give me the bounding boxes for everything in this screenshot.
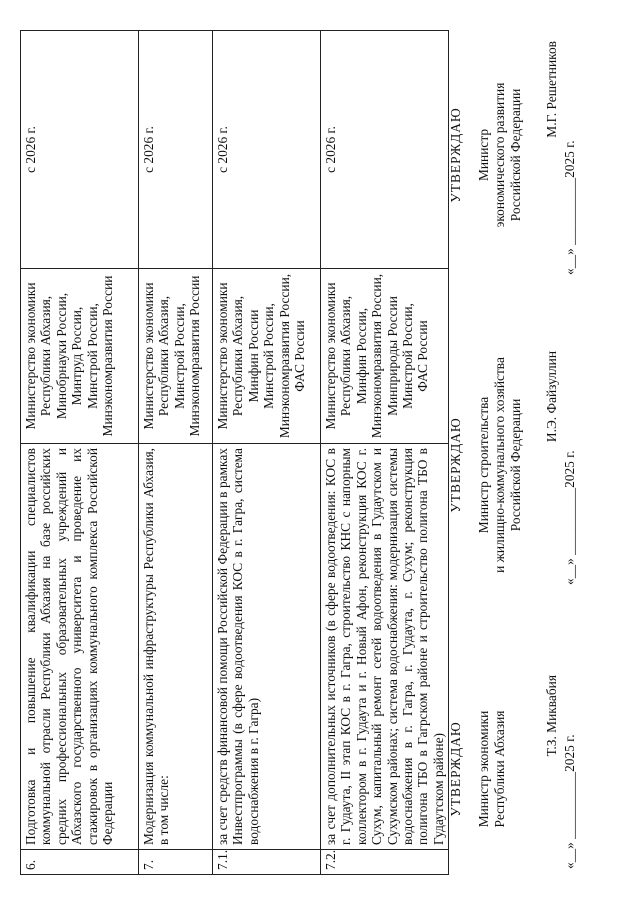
executor-line: ФАС России — [415, 320, 431, 392]
row-number: 7.1. — [213, 850, 321, 875]
approval-date: «__» __________2025 г. — [562, 734, 577, 869]
row-term: с 2026 г. — [21, 31, 139, 269]
row-executors — [213, 269, 321, 444]
approver-title-line: Российской Федерации — [508, 88, 523, 222]
row-number: 7. — [139, 850, 213, 875]
approver-title-line: Министр строительства — [476, 396, 491, 534]
executor-line: Министерство экономики — [323, 282, 338, 430]
executor-line: Минэкономразвития России — [100, 275, 116, 437]
executor-line: Минстрой России, — [400, 303, 416, 409]
approver-title-line: Российской Федерации — [508, 398, 523, 532]
row-number: 7.2. — [321, 850, 449, 875]
approval-heading: УТВЕРЖДАЮ — [448, 107, 463, 203]
executor-line: ФАС России — [292, 320, 308, 392]
executor-line: Республики Абхазия, — [38, 295, 54, 417]
executor-line: Минобрнауки России, — [53, 292, 69, 420]
row-number: 6. — [21, 850, 139, 875]
executor-line: Минфин России — [245, 309, 261, 403]
executor-line: Минстрой России, — [261, 303, 277, 409]
row-description: Подготовка и повышение квалификации специалистов коммунальной отрасли Республики Абхазия на базе российских средних профессиональных образовательных учреждений и Абхазского государственного университета и проведение их стажировок в организациях коммунального комплекса Российской Федерации — [21, 444, 139, 850]
table-row — [213, 31, 321, 875]
executor-line: Минэкономразвития России — [187, 275, 203, 437]
executor-line: Министерство экономики — [215, 282, 230, 430]
approval-block-abkhazia-economy — [448, 669, 578, 869]
executor-line: Минстрой России, — [171, 303, 187, 409]
executor-line: Республики Абхазия, — [338, 295, 354, 417]
executor-line: Минприроды России — [384, 296, 400, 416]
executor-line: Республики Абхазия, — [156, 295, 172, 417]
approval-signatures — [448, 30, 623, 875]
approver-name: М.Г. Решетников — [544, 41, 559, 138]
approval-date: «__» __________2025 г. — [562, 450, 577, 585]
row-executors — [321, 269, 449, 444]
executor-line: Республики Абхазия, — [230, 295, 246, 417]
approver-title-line: Министр — [476, 128, 491, 182]
row-term: с 2026 г. — [321, 31, 449, 269]
row-executors — [139, 269, 213, 444]
executor-line: Минфин России, — [353, 307, 369, 405]
approver-title-line: и жилищно-коммунального хозяйства — [492, 357, 507, 573]
row-term: с 2026 г. — [213, 31, 321, 269]
executor-line: Министерство экономики — [141, 282, 156, 430]
row-description: за счет средств финансовой помощи Российской Федерации в рамках Инвестпрограммы (в сфере водоотведения КОС в г. Гагра, система водоснабжения в г. Гагра) — [213, 444, 321, 850]
executor-line: Министерство экономики — [23, 282, 38, 430]
approver-title-line: экономического развития — [492, 82, 507, 228]
approval-block-minstroy — [448, 345, 578, 585]
executor-line: Минтруд России, — [69, 306, 85, 406]
executor-line: Минэкономразвития России, — [369, 273, 385, 439]
executor-line: Минстрой России, — [84, 303, 100, 409]
approver-title-line: Министр экономики — [476, 710, 491, 828]
approval-heading: УТВЕРЖДАЮ — [448, 417, 463, 513]
row-term: с 2026 г. — [139, 31, 213, 269]
approver-title-line: Республики Абхазия — [492, 710, 507, 828]
approval-date: «__» __________2025 г. — [562, 140, 577, 275]
approval-heading: УТВЕРЖДАЮ — [448, 721, 463, 817]
approver-name: Т.З. Миквабия — [544, 675, 559, 757]
row-description: за счет дополнительных источников (в сфере водоотведения: КОС в г. Гудаута, II этап КОС в г. Гагра, строительство КНС с напорным коллектором в г. Гудаута и г. Новый Афон, реконструкция КОС г. Сухум, капитальный ремонт сетей водоотведения в Гудаутском и Сухумском районах; система водоснабжения: модернизация системы водоснабжения в г. Гагра, г. Гудаута, г. Сухум; реконструкция полигона ТБО в Гагрском районе и строительство полигона ТБО в Гудаутском районе) — [321, 444, 449, 850]
executor-line: Минэкономразвития России, — [276, 273, 292, 439]
approval-block-mineconomy — [448, 35, 578, 275]
table-row — [321, 31, 449, 875]
row-description: Модернизация коммунальной инфраструктуры Республики Абхазия, в том числе: — [139, 444, 213, 850]
approver-name: И.Э. Файзуллин — [544, 351, 559, 443]
table-row — [21, 31, 139, 875]
row-executors — [21, 269, 139, 444]
table-row — [139, 31, 213, 875]
action-plan-table — [20, 30, 449, 875]
